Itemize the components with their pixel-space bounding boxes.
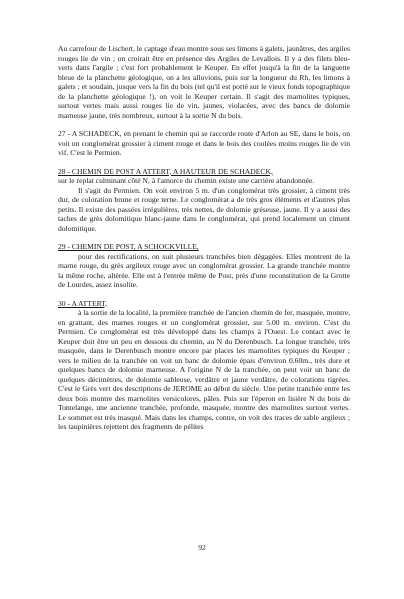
section-27-heading: 27 - A SCHADECK, xyxy=(58,129,122,138)
page-number: 92 xyxy=(198,543,206,552)
section-30-text: à la sortie de la localité, la première tranchée de l'ancien chemin de fer, masquée, montre, en grattant, des marnes rouges et un conglomérat grossier, sur 5.00 m. environ. C'est du Permien. Ce conglomérat est très développé dans les champs à l'Ouest. Le contact avec le Keuper doit être un peu en dessous du chemin, au N du Derenbusch. La longue tranchée, très masquée, dans le Derenbusch montre encore par places les marnolites typiques du Keuper ; vers le milieu de la tranchée on voit un banc de dolomie épais d'environ 0.60m., très dure et quelques bancs de dolomie marneuse. A l'origine N de la tranchée, on peut voir un banc de quelques décimètres, de dolomie sableuse, verdâtre et jaune verdâtre, de colorations tigrées. C'est le Grès vert des descriptions de JEROME au début du siècle. Une petite tranchée entre les deux bois montre des marnolites versicolores, pâles. Puis sur l'éperon en lisière N du bois de Tontelange, une ancienne tranchée, profonde, masquée, montre des marnolites surtout vertes. Le sommet est très masqué. Mais dans les champs, contre, on voit des traces de sable argileux ; les taupinières rejettent des fragments de pélites xyxy=(58,308,350,431)
section-29-text: pour des rectifications, on suit plusieurs tranchées bien dégagées. Elles montrent de la marne rouge, du grès argileux rouge avec un conglomérat grossier. La grande tranchée montre la même roche, altérée. Elle est à l'entrée même de Post, près d'une reconstitution de la Grotte de Lourdes, assez insolite. xyxy=(58,251,350,289)
section-28-subheading: sur le replat culminant côté N, à l'amorce du chemin existe une carrière abandonnée. xyxy=(58,176,315,185)
section-30-heading: 30 - A ATTERT, xyxy=(58,298,108,308)
section-29-heading: 29 - CHEMIN DE POST, A SCHOCKVILLE, xyxy=(58,242,199,251)
section-29 xyxy=(58,242,350,252)
section-27-text: en prenant le chemin qui se raccorde route d'Arlon au SE, dans le bois, on voit un conglomérat grossier à ciment rouge et dans le bois des coulées moins rouges lie de vin vif. C'est le Permien. xyxy=(58,129,350,157)
section-27 xyxy=(58,129,350,158)
section-30 xyxy=(58,299,350,309)
page-body xyxy=(58,44,350,432)
intro-paragraph: Au carrefour de Lischert, le captage d'eau montre sous ses limons à galets, jaunâtres, des argiles rouges lie de vin ; on croirait être en présence des Argiles de Levallois. Il y a des filets bleu-verts dans l'argile ; c'est fort probablement le Keuper. En effet jusqu'à la fin de la languette bleue de la planchette géologique, on a les alluvions, puis sur la longueur du Rh, les limons à galets ; et soudain, jusque vers la fin du bois (tel qu'il est porté sur le vieux fonds topographique de la planchette géologique !), on voit le Keuper certain. Il s'agit des marnolites typiques, surtout vertes mais aussi rouges lie de vin, jaunes, violacées, avec des bancs de dolomie marneuse jaune, très nombreux, surtout à la sortie N du bois. xyxy=(58,44,350,120)
section-28-text: Il s'agit du Permien. On voit environ 5 m. d'un conglomérat très grossier, à ciment très dur, de coloration brune et rouge terne. Le conglomérat a de très gros éléments et d'autres plus petits. Il existe des passées irrégulières, très nettes, de dolomie gréseuse, jaune. Il y a aussi des taches de grès dolomitique blanc-jaune dans le conglomérat, qui prend localement un ciment dolomitique. xyxy=(58,185,350,233)
section-28-heading: 28 - CHEMIN DE POST A ATTERT, A HAUTEUR DE SCHADECK, xyxy=(58,166,273,176)
section-28 xyxy=(58,167,350,177)
